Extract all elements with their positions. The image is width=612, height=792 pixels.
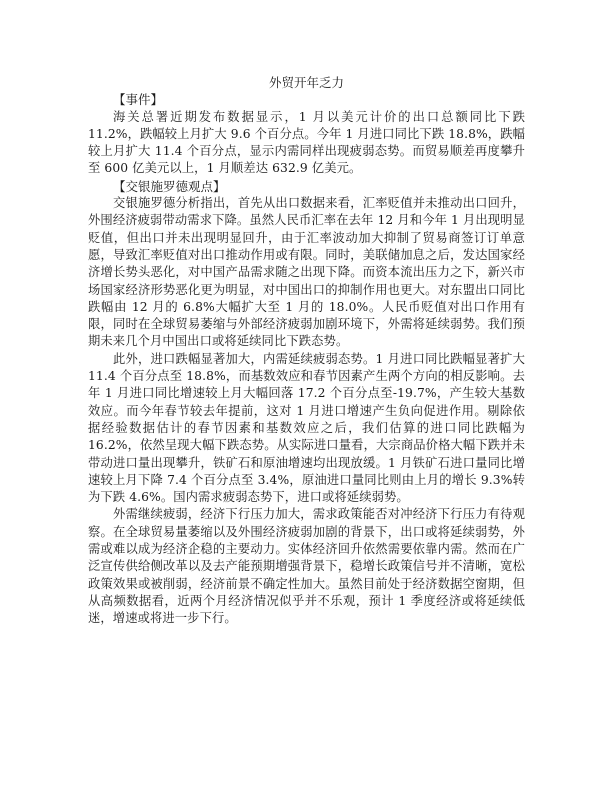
paragraph-outlook: 外需继续疲弱，经济下行压力加大，需求政策能否对冲经济下行压力有待观察。在全球贸易量萎缩以及外围经济疲弱加剧的背景下，出口或将延续弱势，外需或难以成为经济企稳的主要动力。实体经济回升依然需要依靠内需。然而在广泛宣传供给侧改革以及去产能预期增强背景下，稳增长政策信号并不清晰，宽松政策效果或被削弱，经济前景不确定性加大。虽然目前处于经济数据空窗期，但从高频数据看，近两个月经济情况似乎并不乐观，预计 1 季度经济或将延续低迷，增速或将进一步下行。 [88, 507, 525, 626]
document-page [88, 74, 525, 628]
section-analyst-view [88, 178, 525, 628]
section-heading-event: 【事件】 [113, 92, 164, 108]
document-title: 外贸开年乏力 [268, 75, 344, 90]
section-heading-analyst-view: 【交银施罗德观点】 [113, 178, 226, 194]
paragraph-event-summary: 海关总署近期发布数据显示，1 月以美元计价的出口总额同比下跌 11.2%，跌幅较上月扩大 9.6 个百分点。今年 1 月进口同比下跌 18.8%，跌幅较上月扩大 11.4 个百分点，显示内需同样出现疲弱态势。而贸易顺差再度攀升至 600 亿美元以上，1 月顺差达 632.9 亿美元。 [88, 109, 525, 176]
paragraph-imports: 此外，进口跌幅显著加大，内需延续疲弱态势。1 月进口同比跌幅显著扩大 11.4 个百分点至 18.8%，而基数效应和春节因素产生两个方向的相反影响。去年 1 月进口同比增速较上月大幅回落 17.2 个百分点至-19.7%，产生较大基数效应。而今年春节较去年提前，这对 1 月进口增速产生负向促进作用。剔除依据经验数据估计的春节因素和基数效应之后，我们估算的进口同比跌幅为 16.2%，依然呈现大幅下跌态势。从实际进口量看，大宗商品价格大幅下跌并未带动进口量出现攀升，铁矿石和原油增速均出现放缓。1 月铁矿石进口量同比增速较上月下降 7.4 个百分点至 3.4%，原油进口量同比则由上月的增长 9.3%转为下跌 4.6%。国内需求疲弱态势下，进口或将延续弱势。 [88, 351, 525, 505]
section-event [88, 91, 525, 177]
paragraph-exports: 交银施罗德分析指出，首先从出口数据来看，汇率贬值并未推动出口回升，外围经济疲弱带动需求下降。虽然人民币汇率在去年 12 月和今年 1 月出现明显贬值，但出口并未出现明显回升，由于汇率波动加大抑制了贸易商签订订单意愿，导致汇率贬值对出口推动作用或有限。同时，美联储加息之后，发达国家经济增长势头恶化，对中国产品需求随之出现下降。而资本流出压力之下，新兴市场国家经济形势恶化更为明显，对中国出口的抑制作用也更大。对东盟出口同比跌幅由 12 月的 6.8%大幅扩大至 1 月的 18.0%。人民币贬值对出口作用有限，同时在全球贸易萎缩与外部经济疲弱加剧环境下，外需将延续弱势。我们预期未来几个月中国出口或将延续同比下跌态势。 [88, 196, 525, 349]
